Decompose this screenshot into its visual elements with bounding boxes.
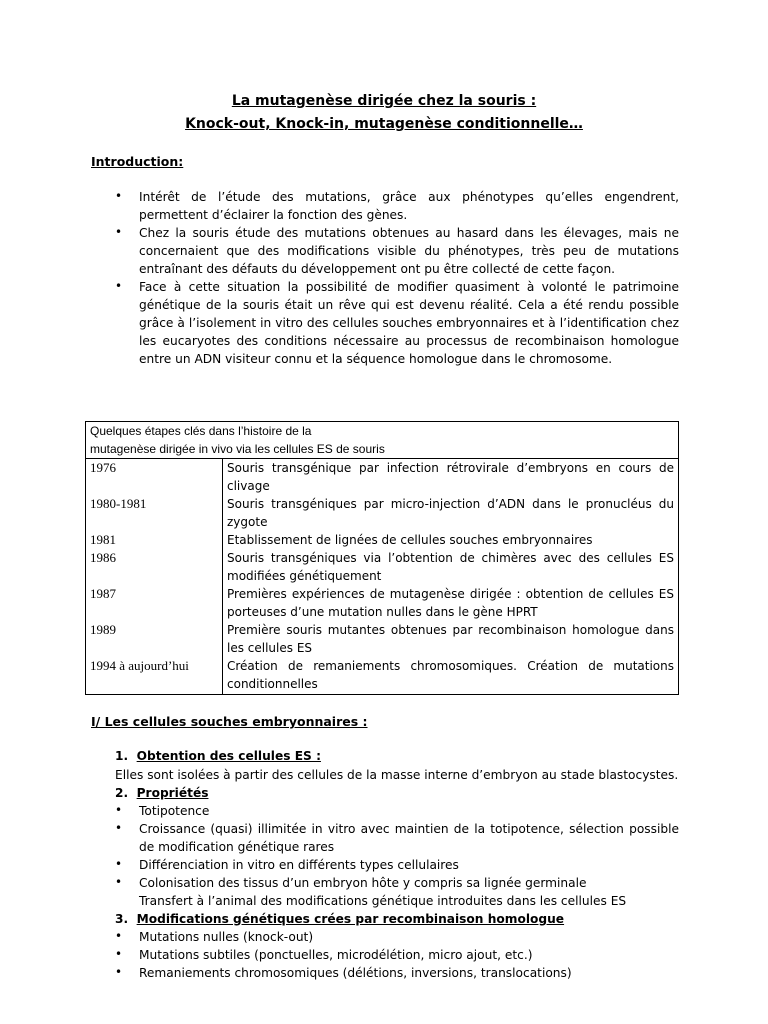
item2-bullet-4: Colonisation des tissus d’un embryon hôte y compris sa lignée germinale <box>139 876 587 890</box>
item2-note: Transfert à l’animal des modifications génétique introduites dans les cellules ES <box>139 894 627 908</box>
item2-number: 2. <box>115 786 129 800</box>
item2-heading <box>115 784 208 802</box>
table-year: 1986 <box>86 549 223 585</box>
table-year: 1980-1981 <box>86 495 223 531</box>
item3-number: 3. <box>115 912 129 926</box>
table-row <box>86 531 679 549</box>
section1-heading: I/ Les cellules souches embryonnaires : <box>91 714 368 729</box>
item2-bullet-1: Totipotence <box>139 804 210 818</box>
intro-bullet-2: Chez la souris étude des mutations obtenues au hasard dans les élevages, mais ne concernaient que des modifications visible du phénotypes, très peu de mutations entraînant des défauts du développement ont pu être collecté de cette façon. <box>139 226 679 276</box>
table-header-row <box>86 422 679 459</box>
table-event: Création de remaniements chromosomiques. Création de mutations conditionnelles <box>223 657 679 695</box>
document-title-line2: Knock-out, Knock-in, mutagenèse conditionnelle… <box>185 116 583 132</box>
table-header-line1: Quelques étapes clés dans l’histoire de la <box>90 424 312 438</box>
table-year: 1981 <box>86 531 223 549</box>
item3-bullet-1: Mutations nulles (knock-out) <box>139 930 314 944</box>
table-year: 1994 à aujourd’hui <box>86 657 223 695</box>
table-year: 1989 <box>86 621 223 657</box>
table-row <box>86 621 679 657</box>
bullet-icon: • <box>115 929 123 943</box>
item1-number: 1. <box>115 749 129 763</box>
bullet-icon: • <box>115 947 123 961</box>
bullet-icon: • <box>115 279 123 293</box>
table-header-line2: mutagenèse dirigée in vivo via les cellules ES de souris <box>90 442 385 456</box>
item3-bullet-3: Remaniements chromosomiques (délétions, inversions, translocations) <box>139 966 572 980</box>
table-event: Premières expériences de mutagenèse dirigée : obtention de cellules ES porteuses d’une mutation nulles dans le gène HPRT <box>223 585 679 621</box>
table-row <box>86 549 679 585</box>
table-event: Souris transgéniques via l’obtention de chimères avec des cellules ES modifiées génétiquement <box>223 549 679 585</box>
bullet-icon: • <box>115 803 123 817</box>
table-row <box>86 459 679 496</box>
introduction-heading: Introduction: <box>91 154 184 169</box>
table-event: Souris transgénique par infection rétrovirale d’embryons en cours de clivage <box>223 459 679 496</box>
item2-title: Propriétés <box>136 786 209 800</box>
bullet-icon: • <box>115 189 123 203</box>
item3-bullet-2: Mutations subtiles (ponctuelles, microdélétion, micro ajout, etc.) <box>139 948 533 962</box>
bullet-icon: • <box>115 821 123 835</box>
table-event: Souris transgéniques par micro-injection d’ADN dans le pronucléus du zygote <box>223 495 679 531</box>
document-title-line1: La mutagenèse dirigée chez la souris : <box>231 93 537 109</box>
table-row <box>86 495 679 531</box>
item3-heading <box>115 910 564 928</box>
table-year: 1976 <box>86 459 223 496</box>
item2-bullet-2: Croissance (quasi) illimitée in vitro avec maintien de la totipotence, sélection possible de modification génétique rares <box>139 822 679 854</box>
item3-title: Modifications génétiques crées par recombinaison homologue <box>136 912 565 926</box>
table-event: Etablissement de lignées de cellules souches embryonnaires <box>223 531 679 549</box>
intro-bullet-3: Face à cette situation la possibilité de modifier quasiment à volonté le patrimoine génétique de la souris était un rêve qui est devenu réalité. Cela a été rendu possible grâce à l’isolement in vitro des cellules souches embryonnaires et à l’identification chez les eucaryotes des conditions nécessaire au processus de recombinaison homologue entre un ADN visiteur connu et la séquence homologue dans le chromosome. <box>139 280 679 366</box>
table-event: Première souris mutantes obtenues par recombinaison homologue dans les cellules ES <box>223 621 679 657</box>
item1-title: Obtention des cellules ES : <box>136 749 321 763</box>
bullet-icon: • <box>115 225 123 239</box>
table-header <box>86 422 679 459</box>
table-row <box>86 657 679 695</box>
history-table <box>85 421 679 695</box>
bullet-icon: • <box>115 965 123 979</box>
table-year: 1987 <box>86 585 223 621</box>
intro-bullet-1: Intérêt de l’étude des mutations, grâce aux phénotypes qu’elles engendrent, permettent d’éclairer la fonction des gènes. <box>139 190 679 222</box>
item2-bullet-3: Différenciation in vitro en différents types cellulaires <box>139 858 459 872</box>
item1-heading <box>115 747 321 765</box>
item1-text: Elles sont isolées à partir des cellules de la masse interne d’embryon au stade blastocystes. <box>115 768 679 782</box>
bullet-icon: • <box>115 857 123 871</box>
bullet-icon: • <box>115 875 123 889</box>
table-row <box>86 585 679 621</box>
